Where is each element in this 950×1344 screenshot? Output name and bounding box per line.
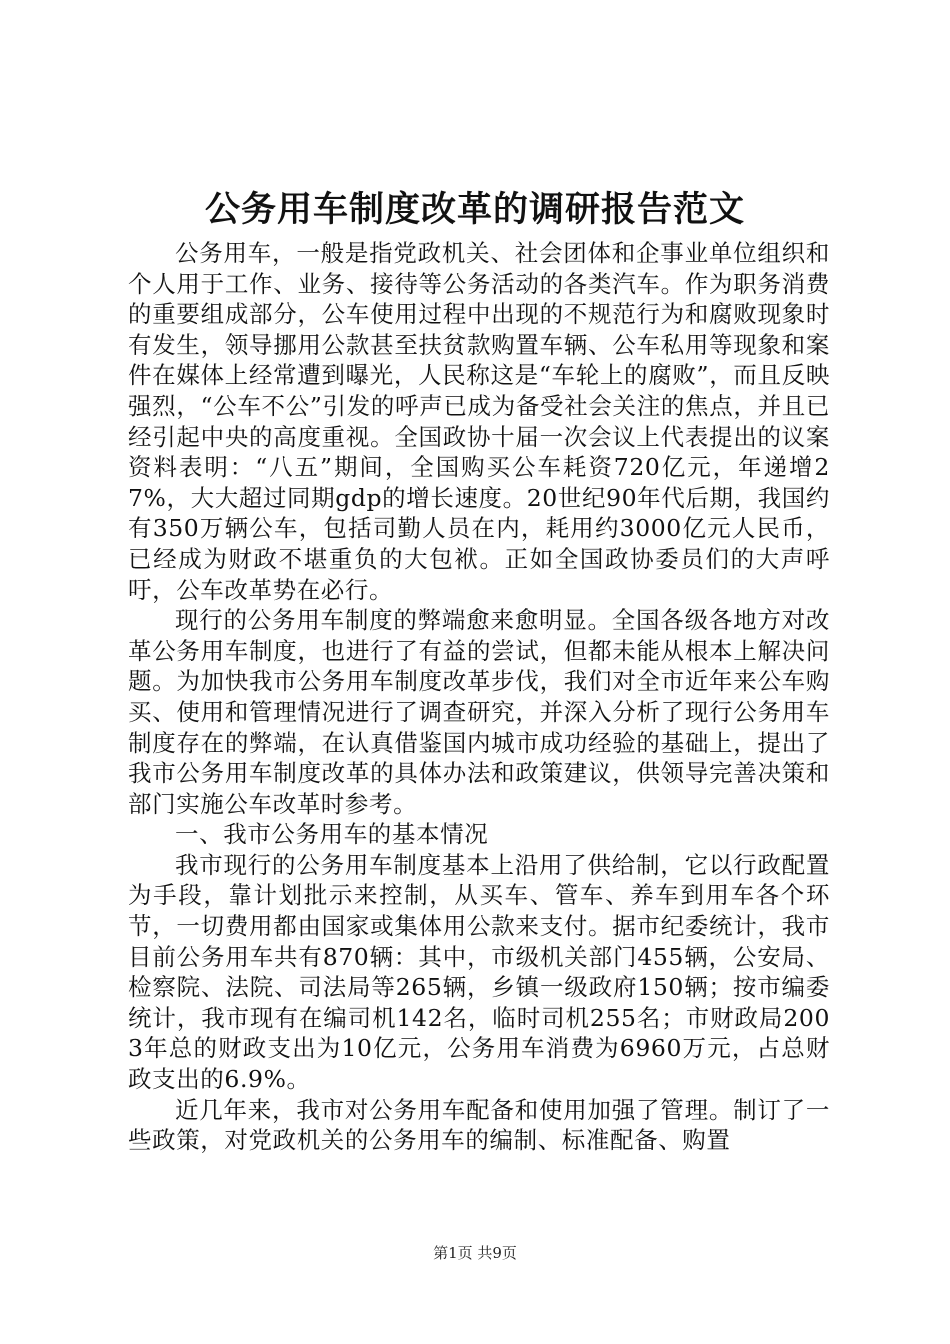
paragraph-4: 近几年来，我市对公务用车配备和使用加强了管理。制订了一些政策，对党政机关的公务用车的编制、标准配备、购置 [128, 1095, 830, 1155]
page-number-footer: 第1页 共9页 [433, 1244, 517, 1262]
paragraph-2: 现行的公务用车制度的弊端愈来愈明显。全国各级各地方对改革公务用车制度，也进行了有益的尝试，但都未能从根本上解决问题。为加快我市公务用车制度改革步伐，我们对全市近年来公车购买、使用和管理情况进行了调查研究，并深入分析了现行公务用车制度存在的弊端，在认真借鉴国内城市成功经验的基础上，提出了我市公务用车制度改革的具体办法和政策建议，供领导完善决策和部门实施公车改革时参考。 [128, 606, 830, 818]
section-heading-1: 一、我市公务用车的基本情况 [175, 820, 489, 849]
document-title: 公务用车制度改革的调研报告范文 [204, 189, 745, 230]
paragraph-1: 公务用车，一般是指党政机关、社会团体和企事业单位组织和个人用于工作、业务、接待等公务活动的各类汽车。作为职务消费的重要组成部分，公车使用过程中出现的不规范行为和腐败现象时有发生，领导挪用公款甚至扶贫款购置车辆、公车私用等现象和案件在媒体上经常遭到曝光，人民称这是“车轮上的腐败”，而且反映强烈，“公车不公”引发的呼声已成为备受社会关注的焦点，并且已经引起中央的高度重视。全国政协十届一次会议上代表提出的议案资料表明：“八五”期间，全国购买公车耗资720亿元，年递增27%，大大超过同期gdp的增长速度。20世纪90年代后期，我国约有350万辆公车，包括司勤人员在内，耗用约3000亿元人民币，已经成为财政不堪重负的大包袱。正如全国政协委员们的大声呼吁，公车改革势在必行。 [128, 239, 830, 604]
document-body [128, 238, 830, 1156]
paragraph-3: 我市现行的公务用车制度基本上沿用了供给制，它以行政配置为手段，靠计划批示来控制，从买车、管车、养车到用车各个环节，一切费用都由国家或集体用公款来支付。据市纪委统计，我市目前公务用车共有870辆：其中，市级机关部门455辆，公安局、检察院、法院、司法局等265辆，乡镇一级政府150辆；按市编委统计，我市现有在编司机142名，临时司机255名；市财政局2003年总的财政支出为10亿元，公务用车消费为6960万元，占总财政支出的6.9%。 [128, 850, 830, 1094]
